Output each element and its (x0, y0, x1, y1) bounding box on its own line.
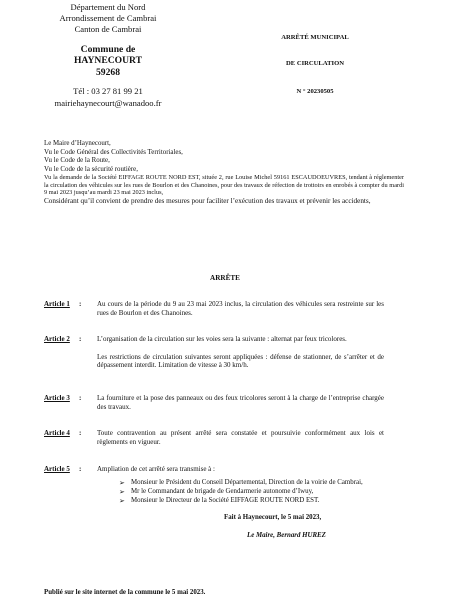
article-colon: : (79, 429, 82, 437)
considerant-paragraph: Considérant qu’il convient de prendre des mesures pour faciliter l’exécution des travaux et prévenir les accidents, (44, 196, 371, 205)
article-paragraph: Les restrictions de circulation suivantes seront appliquées : défense de stationner, de s’arrêter et de dépassement interdit. Limitation de vitesse à 30 km/h. (97, 352, 384, 370)
place-date: Fait à Haynecourt, le 5 mai 2023, (224, 514, 322, 521)
list-item (119, 497, 389, 506)
decree-number: N ° 20230505 (296, 88, 334, 95)
publication-note: Publié sur le site internet de la commune le 5 mai 2023. (44, 589, 206, 596)
list-item (119, 479, 389, 488)
article-text (97, 465, 384, 474)
recipient: Mr le Commandant de brigade de Gendarmerie autonome d’Iwuy, (131, 487, 314, 495)
preamble (44, 140, 404, 205)
article-paragraph: Au cours de la période du 9 au 23 mai 2023 inclus, la circulation des véhicules sera restreinte sur les rues de Bourlon et des Chanoines. (97, 300, 384, 317)
article-label: Article 2 (44, 335, 70, 343)
code-line: Vu le Code de la sécurité routière, (44, 165, 138, 173)
recipient-list (119, 479, 389, 505)
article-colon: : (79, 300, 82, 308)
article-colon: : (79, 335, 82, 343)
arrow-bullet-icon: ➢ (119, 487, 125, 496)
recipient: Monsieur le Président du Conseil Départemental, Direction de la voirie de Cambrai, (131, 479, 363, 486)
list-item (119, 488, 389, 497)
phone: Tél : 03 27 81 99 21 (73, 86, 143, 97)
article-label: Article 3 (44, 394, 70, 402)
article-paragraph: La fourniture et la pose des panneaux ou des feux tricolores seront à la charge de l’entreprise chargée des travaux. (97, 394, 384, 411)
article-text (97, 429, 384, 446)
postcode: 59268 (96, 66, 120, 78)
commune-name: HAYNECOURT (73, 55, 143, 67)
signer: Le Maire, Bernard HUREZ (247, 532, 326, 539)
arrow-bullet-icon: ➢ (119, 479, 125, 487)
arrow-bullet-icon: ➢ (119, 496, 125, 505)
commune-prefix: Commune de (80, 43, 136, 55)
arrondissement: Arrondissement de Cambrai (59, 13, 157, 24)
email: mairiehaynecourt@wanadoo.fr (54, 97, 162, 108)
request-paragraph: Vu la demande de la Société EIFFAGE ROUTE NORD EST, située 2, rue Louise Michel 59161 ESCAUDOEUVRES, tendant à réglementer la circulation des véhicules sur les rues de Bourlon et des Chanoines, pour des travaux de réfection de trottoirs en enrobés à compter du mardi 9 mai 2023 jusqu’au mardi 23 mai 2023 inclus, (44, 174, 404, 197)
commune-block (20, 44, 196, 79)
issuer-header (20, 2, 196, 109)
article-label: Article 4 (44, 429, 70, 437)
mayor-line: Le Maire d’Haynecourt, (44, 140, 111, 147)
arrete-heading: ARRÊTE (210, 274, 240, 282)
article-label: Article 5 (44, 465, 70, 473)
article-text (97, 300, 384, 317)
code-line: Vu le Code Général des Collectivités Territoriales, (44, 148, 183, 156)
article-text (97, 394, 384, 411)
decree-title-1: ARRÊTÉ MUNICIPAL (281, 34, 349, 41)
article-text (97, 335, 384, 370)
article-paragraph: Ampliation de cet arrêté sera transmise à : (97, 465, 215, 473)
recipient: Monsieur le Directeur de la Société EIFFAGE ROUTE NORD EST. (131, 496, 320, 504)
decree-title-2: DE CIRCULATION (286, 60, 344, 67)
article-colon: : (79, 394, 82, 402)
code-line: Vu le Code de la Route, (44, 157, 110, 165)
article-paragraph: Toute contravention au présent arrêté sera constatée et poursuivie conformément aux lois et règlements en vigueur. (97, 429, 384, 446)
canton: Canton de Cambrai (74, 24, 142, 35)
article-label: Article 1 (44, 300, 70, 308)
department: Département du Nord (70, 2, 146, 12)
article-paragraph: L’organisation de la circulation sur les voies sera la suivante : alternat par feux tricolores. (97, 335, 347, 343)
article-colon: : (79, 465, 82, 473)
